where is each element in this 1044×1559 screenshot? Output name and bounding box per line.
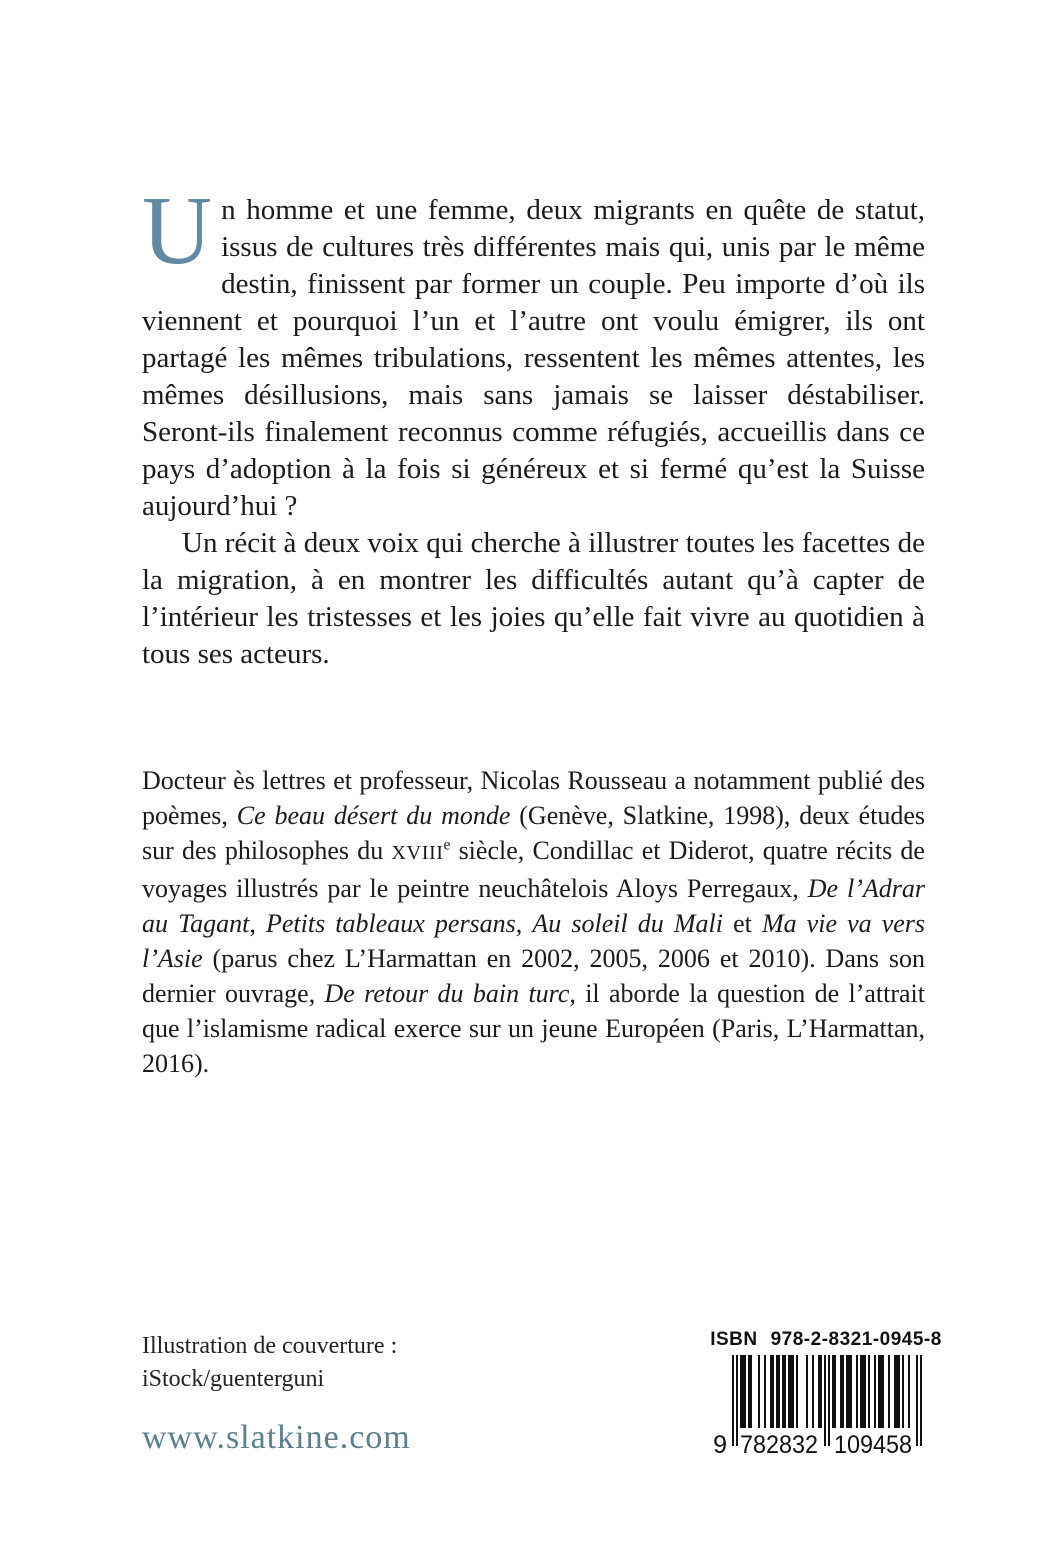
illustration-credit-line1: Illustration de couverture :	[142, 1333, 398, 1359]
svg-text:9: 9	[713, 1431, 727, 1459]
synopsis-paragraph-1-text: n homme et une femme, deux migrants en quête de statut, issus de cultures très différentes mais qui, unis par le même destin, finissent par former un couple. Peu importe d’où ils viennent et pourquoi l’un et l’autre ont voulu émigrer, ils ont partagé les mêmes tribulations, ressentent les mêmes attentes, les mêmes désillusions, mais sans jamais se laisser déstabiliser. Seront-ils finalement reconnus comme réfugiés, accueillis dans ce pays d’adoption à la fois si généreux et si fermé qu’est la Suisse aujourd’hui ?	[142, 194, 925, 522]
synopsis-block	[142, 177, 925, 673]
isbn-label: ISBN	[710, 1329, 758, 1350]
svg-text:109458: 109458	[834, 1431, 912, 1459]
isbn-label-line	[703, 1329, 942, 1351]
drop-cap: U	[142, 177, 213, 284]
publisher-website-link[interactable]: www.slatkine.com	[142, 1419, 411, 1456]
author-bio-block	[142, 763, 925, 1081]
ean13-barcode	[703, 1355, 933, 1459]
isbn-number: 978-2-8321-0945-8	[770, 1329, 942, 1350]
synopsis-paragraph-2: Un récit à deux voix qui cherche à illustrer toutes les facettes de la migration, à en montrer les difficultés autant qu’à capter de l’intérieur les tristesses et les joies qu’elle fait vivre au quotidien à tous ses acteurs.	[142, 527, 925, 670]
illustration-credit	[142, 1330, 397, 1396]
isbn-block	[703, 1329, 942, 1459]
svg-text:782832: 782832	[740, 1431, 818, 1459]
synopsis-paragraph-1	[142, 177, 925, 525]
illustration-credit-line2: iStock/guenterguni	[142, 1366, 325, 1392]
author-bio-paragraph: Docteur ès lettres et professeur, Nicolas Rousseau a notamment publié des poèmes, Ce beau désert du monde (Genève, Slatkine, 1998), deux études sur des philosophes du XVIIIe siècle, Condillac et Diderot, quatre récits de voyages illustrés par le peintre neuchâtelois Aloys Perregaux, De l’Adrar au Tagant, Petits tableaux persans, Au soleil du Mali et Ma vie va vers l’Asie (parus chez L’Harmattan en 2002, 2005, 2006 et 2010). Dans son dernier ouvrage, De retour du bain turc, il aborde la question de l’attrait que l’islamisme radical exerce sur un jeune Européen (Paris, L’Harmattan, 2016).	[142, 766, 926, 1078]
